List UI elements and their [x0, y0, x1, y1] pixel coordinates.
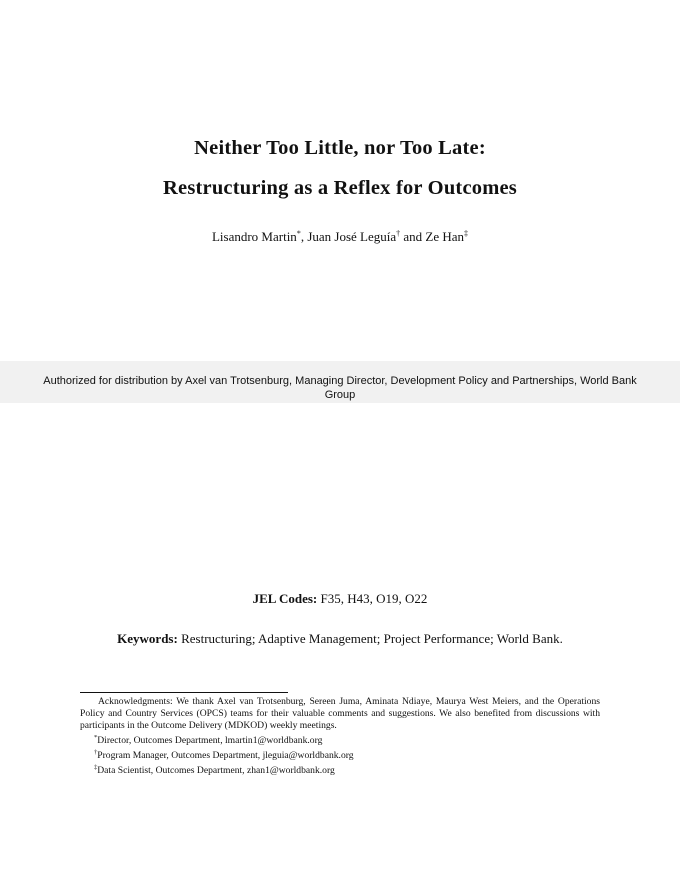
keywords [0, 631, 680, 647]
footnotes [80, 696, 600, 778]
authorization-text: Authorized for distribution by Axel van Trotsenburg, Managing Director, Development Policy and Partnerships, World Bank Group [43, 375, 637, 401]
keywords-value: Restructuring; Adaptive Management; Project Performance; World Bank. [177, 631, 563, 646]
footnote-text: Data Scientist, Outcomes Department, zhan1@worldbank.org [97, 765, 335, 777]
footnote-item [80, 747, 600, 762]
author-separator: , Juan José Leguía [300, 229, 397, 244]
footnote-mark: ‡ [94, 764, 98, 772]
footnote-item [80, 732, 600, 747]
author-separator: and Ze Han [400, 229, 465, 244]
footnote-rule [80, 692, 288, 693]
author-name: Lisandro Martin [211, 229, 297, 244]
footnote-mark: † [396, 229, 401, 238]
footnote-mark: † [94, 749, 98, 757]
jel-value: F35, H43, O19, O22 [317, 591, 428, 606]
footnote-acknowledgments: Acknowledgments: We thank Axel van Trotsenburg, Sereen Juma, Aminata Ndiaye, Maurya West Meiers, and the Operations Policy and Country Services (OPCS) teams for their valuable comments and suggestions. We also benefited from discussions with participants in the Outcome Delivery (MDKOD) weekly meetings. [80, 696, 600, 732]
footnote-mark: * [94, 734, 98, 742]
keywords-label: Keywords: [117, 631, 178, 646]
author-list [0, 229, 680, 245]
footnote-item [80, 762, 600, 777]
footnote-text: Program Manager, Outcomes Department, jleguia@worldbank.org [97, 750, 354, 762]
jel-codes [0, 591, 680, 607]
footnote-mark: * [296, 229, 301, 238]
footnote-mark: ‡ [464, 229, 469, 238]
jel-label: JEL Codes: [252, 591, 318, 606]
title-line-2: Restructuring as a Reflex for Outcomes [163, 177, 517, 199]
footnote-text: Director, Outcomes Department, lmartin1@worldbank.org [97, 735, 323, 747]
title-line-1: Neither Too Little, nor Too Late: [194, 137, 486, 159]
